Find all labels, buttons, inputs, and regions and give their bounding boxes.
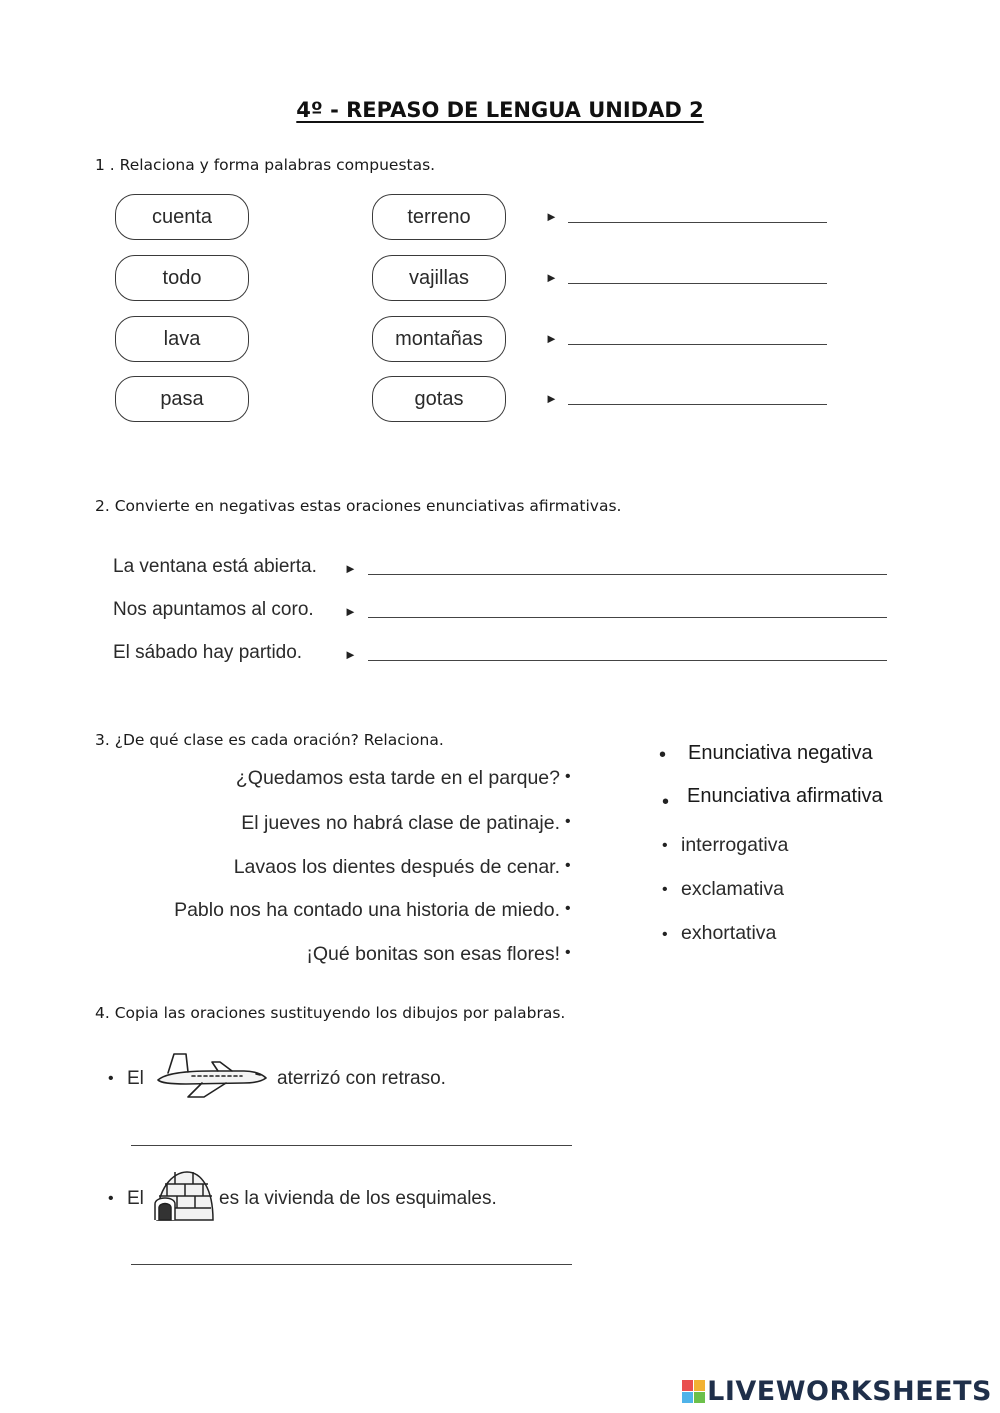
match-dot-left[interactable]: • — [565, 857, 571, 874]
answer-line-4[interactable] — [568, 404, 827, 405]
option-exclamativa: exclamativa — [681, 878, 784, 900]
option-exhortativa: exhortativa — [681, 922, 777, 944]
affirmative-sentence-1: La ventana está abierta. — [113, 556, 317, 577]
arrow-icon: ► — [545, 331, 558, 346]
copy-answer-line-2[interactable] — [131, 1264, 572, 1265]
bullet: • — [108, 1070, 114, 1087]
left-word-1: cuenta — [115, 194, 249, 240]
bullet: • — [108, 1190, 114, 1207]
option-enunciativa-afirmativa: Enunciativa afirmativa — [687, 785, 883, 807]
answer-line-3[interactable] — [568, 344, 827, 345]
match-dot-left[interactable]: • — [565, 813, 571, 830]
igloo-icon — [153, 1166, 215, 1224]
exercise-2-instruction: 2. Convierte en negativas estas oraciones enunciativas afirmativas. — [95, 497, 622, 515]
negative-answer-line-3[interactable] — [368, 660, 887, 661]
answer-line-1[interactable] — [568, 222, 827, 223]
airplane-icon — [152, 1050, 272, 1102]
arrow-icon: ► — [545, 391, 558, 406]
exercise-4-instruction: 4. Copia las oraciones sustituyendo los dibujos por palabras. — [95, 1004, 566, 1022]
match-dot-left[interactable]: • — [565, 944, 571, 961]
affirmative-sentence-2: Nos apuntamos al coro. — [113, 599, 314, 620]
sentence-4: Pablo nos ha contado una historia de miedo. — [174, 899, 560, 921]
logo-mark-icon — [682, 1380, 705, 1403]
liveworksheets-logo — [682, 1376, 992, 1407]
arrow-icon: ► — [545, 270, 558, 285]
option-enunciativa-negativa: Enunciativa negativa — [688, 742, 873, 764]
match-dot-right[interactable]: • — [659, 744, 667, 766]
right-word-2: vajillas — [372, 255, 506, 301]
affirmative-sentence-3: El sábado hay partido. — [113, 642, 303, 663]
copy-answer-line-1[interactable] — [131, 1145, 572, 1146]
arrow-icon: ► — [344, 604, 357, 619]
match-dot-left[interactable]: • — [565, 768, 571, 785]
match-dot-right[interactable]: • — [662, 791, 670, 813]
sentence-5: ¡Qué bonitas son esas flores! — [306, 943, 560, 965]
match-dot-left[interactable]: • — [565, 900, 571, 917]
exercise-3-instruction: 3. ¿De qué clase es cada oración? Relaciona. — [95, 731, 444, 749]
negative-answer-line-2[interactable] — [368, 617, 887, 618]
answer-line-2[interactable] — [568, 283, 827, 284]
match-dot-right[interactable]: • — [662, 881, 668, 898]
sentence-igloo-end: es la vivienda de los esquimales. — [219, 1188, 497, 1209]
right-word-3: montañas — [372, 316, 506, 362]
brand-name: LIVEWORKSHEETS — [707, 1376, 992, 1407]
match-dot-right[interactable]: • — [662, 837, 668, 854]
arrow-icon: ► — [344, 561, 357, 576]
sentence-2: El jueves no habrá clase de patinaje. — [241, 812, 560, 834]
sentence-airplane-start: El — [127, 1068, 144, 1089]
left-word-2: todo — [115, 255, 249, 301]
sentence-igloo-start: El — [127, 1188, 144, 1209]
left-word-3: lava — [115, 316, 249, 362]
right-word-4: gotas — [372, 376, 506, 422]
sentence-airplane-end: aterrizó con retraso. — [277, 1068, 446, 1089]
right-word-1: terreno — [372, 194, 506, 240]
arrow-icon: ► — [344, 647, 357, 662]
sentence-3: Lavaos los dientes después de cenar. — [233, 856, 560, 878]
sentence-1: ¿Quedamos esta tarde en el parque? — [235, 767, 560, 789]
left-word-4: pasa — [115, 376, 249, 422]
match-dot-right[interactable]: • — [662, 926, 668, 943]
exercise-1-instruction: 1 . Relaciona y forma palabras compuestas. — [95, 156, 436, 174]
negative-answer-line-1[interactable] — [368, 574, 887, 575]
option-interrogativa: interrogativa — [681, 834, 789, 856]
page-title: 4º - REPASO DE LENGUA UNIDAD 2 — [296, 98, 704, 122]
arrow-icon: ► — [545, 209, 558, 224]
